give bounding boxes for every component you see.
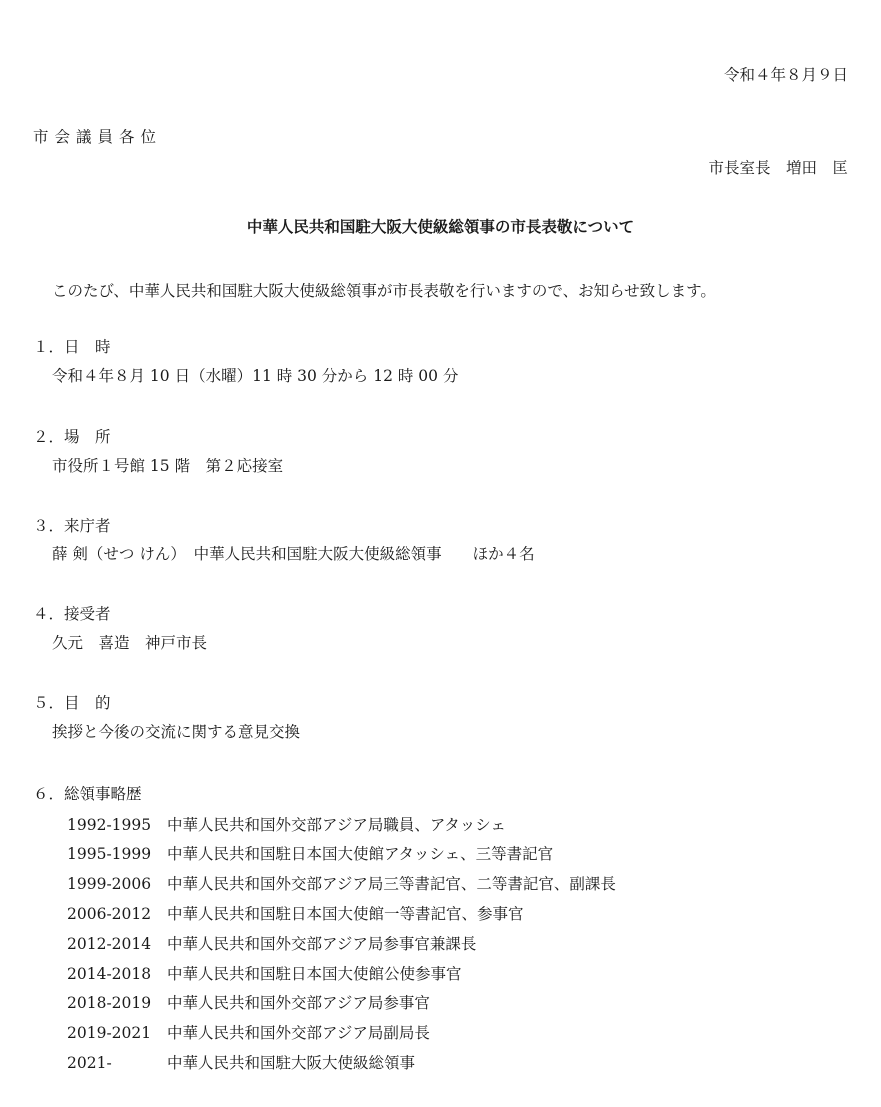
section-body-datetime: 令和４年８月 10 日（水曜）11 時 30 分から 12 時 00 分 [52, 367, 459, 385]
career-period: 2014-2018 [67, 965, 152, 983]
section-heading-visitors: ３．来庁者 [33, 517, 111, 535]
sender: 市長室長 増田 匡 [708, 159, 848, 177]
career-period: 2021- [67, 1054, 112, 1072]
section-heading-purpose: ５．目 的 [33, 694, 111, 712]
document-title: 中華人民共和国駐大阪大使級総領事の市長表敬について [246, 217, 635, 236]
career-period: 1992-1995 [67, 816, 152, 834]
career-period: 1999-2006 [67, 875, 152, 893]
section-heading-receiver: ４．接受者 [33, 605, 111, 623]
career-description: 中華人民共和国外交部アジア局職員、アタッシェ [167, 816, 506, 834]
career-description: 中華人民共和国駐大阪大使級総領事 [167, 1054, 416, 1072]
section-heading-career: ６．総領事略歴 [33, 785, 142, 803]
section-body-receiver: 久元 喜造 神戸市長 [52, 634, 208, 652]
career-description: 中華人民共和国外交部アジア局副局長 [167, 1024, 430, 1042]
career-period: 1995-1999 [67, 845, 152, 863]
section-body-visitors: 薛 剣（せつ けん） 中華人民共和国駐大阪大使級総領事 ほか４名 [52, 545, 535, 563]
career-description: 中華人民共和国駐日本国大使館公使参事官 [167, 965, 462, 983]
career-description: 中華人民共和国外交部アジア局参事官 [167, 994, 430, 1012]
career-description: 中華人民共和国外交部アジア局三等書記官、二等書記官、副課長 [167, 875, 616, 893]
intro-paragraph: このたび、中華人民共和国駐大阪大使級総領事が市長表敬を行いますので、お知らせ致します。 [52, 282, 716, 300]
section-heading-datetime: １．日 時 [33, 338, 111, 356]
section-body-place: 市役所１号館 15 階 第２応接室 [52, 457, 284, 475]
career-period: 2012-2014 [67, 935, 152, 953]
section-heading-place: ２．場 所 [33, 428, 111, 446]
career-description: 中華人民共和国駐日本国大使館アタッシェ、三等書記官 [167, 845, 554, 863]
document-date: 令和４年８月９日 [723, 66, 848, 84]
career-description: 中華人民共和国外交部アジア局参事官兼課長 [167, 935, 477, 953]
career-period: 2019-2021 [67, 1024, 152, 1042]
career-period: 2018-2019 [67, 994, 152, 1012]
addressee: 市会議員各位 [33, 128, 163, 146]
section-body-purpose: 挨拶と今後の交流に関する意見交換 [52, 723, 301, 741]
career-description: 中華人民共和国駐日本国大使館一等書記官、参事官 [167, 905, 524, 923]
career-period: 2006-2012 [67, 905, 152, 923]
